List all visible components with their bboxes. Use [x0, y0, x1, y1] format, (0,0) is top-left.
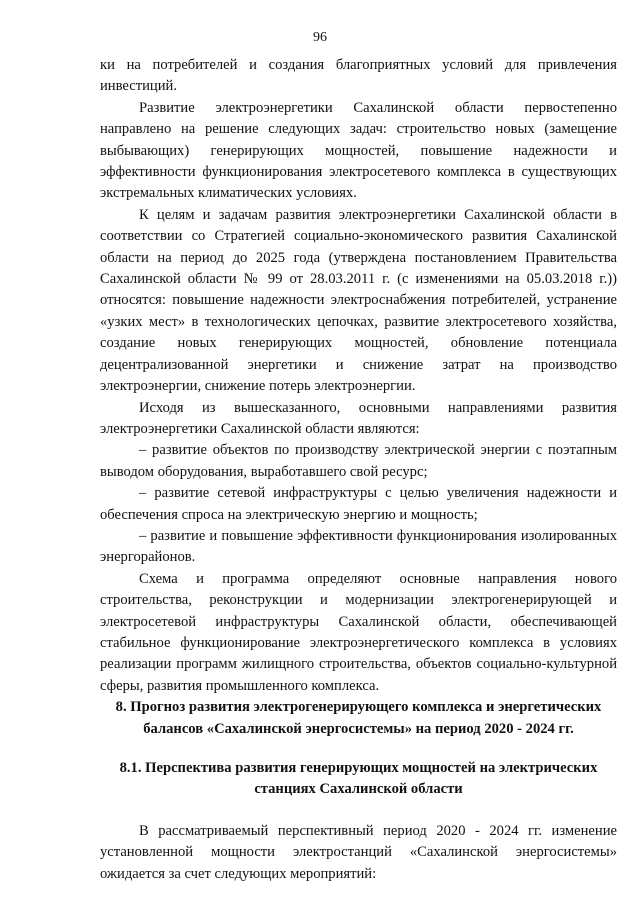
page-number: 96: [313, 30, 327, 45]
paragraph-development-goals: Развитие электроэнергетики Сахалинской области первостепенно направлено на решение следующих задач: строительство новых (замещение выбывающих) генерирующих мощностей, повышение надежности и эффективности функционирования электросетевого комплекса в существующих экстремальных климатических условиях.: [100, 99, 617, 202]
list-item-network: – развитие сетевой инфраструктуры с целью увеличения надежности и обеспечения спроса на электрическую энергию и мощность;: [100, 485, 617, 523]
list-item-generation: – развитие объектов по производству электрической энергии с поэтапным выводом оборудования, выработавшего свой ресурс;: [100, 442, 617, 480]
paragraph-scheme: Схема и программа определяют основные направления нового строительства, реконструкции и модернизации электрогенерирующей и электросетевой инфраструктуры Сахалинской области, обеспечивающей стабильное функционирование электроэнергетического комплекса в условиях реализации программ жилищного строительства, объектов социально-культурной сферы, развития промышленного комплекса.: [100, 570, 617, 694]
document-body: [100, 55, 617, 885]
paragraph-continuation: ки на потребителей и создания благоприятных условий для привлечения инвестиций.: [100, 57, 617, 95]
section-heading-8-1: 8.1. Перспектива развития генерирующих мощностей на электрических станциях Сахалинской области: [119, 760, 598, 798]
paragraph-period-changes: В рассматриваемый перспективный период 2020 - 2024 гг. изменение установленной мощности электростанций «Сахалинской энергосистемы» ожидается за счет следующих мероприятий:: [100, 822, 617, 882]
list-item-isolated: – развитие и повышение эффективности функционирования изолированных энергорайонов.: [100, 527, 617, 566]
paragraph-directions-intro: Исходя из вышесказанного, основными направлениями развития электроэнергетики Сахалинской области являются:: [100, 399, 617, 437]
paragraph-strategy: К целям и задачам развития электроэнергетики Сахалинской области в соответствии со Стратегией социально-экономического развития Сахалинской области на период до 2025 года (утверждена постановлением Правительства Сахалинской области № 99 от 28.03.2011 г. (с изменениями на 05.03.2018 г.)) относятся: повышение надежности электроснабжения потребителей, устранение «узких мест» в технологических цепочках, развитие электросетевого хозяйства, создание новых генерирующих мощностей, обновление потенциала децентрализованной энергетики и снижение затрат на производство электроэнергии, снижение потерь электроэнергии.: [100, 206, 617, 395]
section-heading-8: 8. Прогноз развития электрогенерирующего комплекса и энергетических балансов «Сахалинской энергосистемы» на период 2020 - 2024 гг.: [115, 699, 602, 737]
